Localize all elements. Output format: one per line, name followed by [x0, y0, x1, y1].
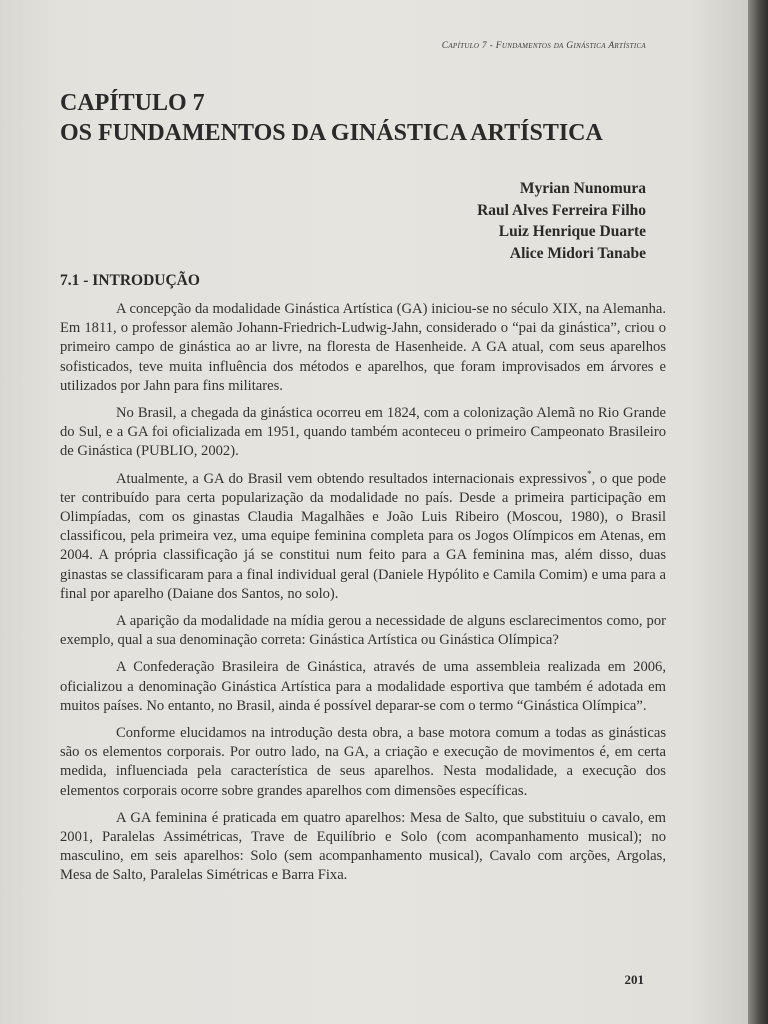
- author-name: Alice Midori Tanabe: [509, 244, 646, 262]
- paragraph-3: [60, 470, 666, 604]
- paragraph-3-end: , o que pode ter contribuído para certa popularização da modalidade no país. Desde a primeira participação em Olimpíadas, com os ginastas Claudia Magalhães e João Luis Ribeiro (Moscou, 1980), o Brasil classificou, pela primeira vez, uma equipe feminina completa para os Jogos Olímpicos em Atenas, em 2004. A própria classificação já se constitui num feito para a GA feminina mas, além disso, duas ginastas se classificaram para a final individual geral (Daniele Hypólito e Camila Comim) e uma para a final por aparelho (Daiane dos Santos, no solo).: [60, 470, 666, 602]
- paragraph-3-start: Atualmente, a GA do Brasil vem obtendo resultados internacionais expressivos: [116, 470, 588, 487]
- chapter-label: CAPÍTULO 7: [60, 90, 205, 116]
- page-edge-shadow: [748, 0, 768, 1024]
- body-text: [60, 300, 666, 894]
- paragraph-4: A aparição da modalidade na mídia gerou a necessidade de alguns esclarecimentos como, por exemplo, qual a sua denominação correta: Ginástica Artística ou Ginástica Olímpica?: [60, 613, 666, 649]
- section-title: 7.1 - INTRODUÇÃO: [60, 272, 200, 289]
- author-name: Raul Alves Ferreira Filho: [477, 201, 646, 219]
- paragraph-6: Conforme elucidamos na introdução desta obra, a base motora comum a todas as ginásticas são os elementos corporais. Por outro lado, na GA, a criação e execução de movimentos é, em certa medida, influenciada pela característica de seus aparelhos. Nesta modalidade, a execução dos elementos corporais ocorre sobre grandes aparelhos com dimensões específicas.: [60, 725, 666, 799]
- paragraph-5: A Confederação Brasileira de Ginástica, através de uma assembleia realizada em 2006, oficializou a denominação Ginástica Artística para a modalidade esportiva que também é adotada em muitos países. No entanto, no Brasil, ainda é possível deparar-se com o termo “Ginástica Olímpica”.: [60, 659, 666, 714]
- author-name: Luiz Henrique Duarte: [498, 223, 646, 240]
- running-head: Capítulo 7 - Fundamentos da Ginástica Artística: [441, 41, 646, 51]
- author-name: Myrian Nunomura: [519, 180, 646, 197]
- paragraph-1: A concepção da modalidade Ginástica Artística (GA) iniciou-se no século XIX, na Alemanha. Em 1811, o professor alemão Johann-Friedrich-Ludwig-Jahn, considerado o “pai da ginástica”, criou o primeiro campo de ginástica ao ar livre, na floresta de Hasenheide. A GA atual, com seus aparelhos sofisticados, teve muita influência dos métodos e aparelhos, que foram improvisados em árvores e utilizados por Jahn para fins militares.: [60, 301, 666, 394]
- paragraph-2: No Brasil, a chegada da ginástica ocorreu em 1824, com a colonização Alemã no Rio Grande do Sul, e a GA foi oficializada em 1951, quando também aconteceu o primeiro Campeonato Brasileiro de Ginástica (PUBLIO, 2002).: [60, 405, 666, 460]
- chapter-heading: [60, 88, 603, 148]
- page-number: 201: [624, 972, 644, 987]
- author-list: [477, 178, 646, 264]
- chapter-title: OS FUNDAMENTOS DA GINÁSTICA ARTÍSTICA: [60, 120, 603, 146]
- paragraph-7: A GA feminina é praticada em quatro aparelhos: Mesa de Salto, que substituiu o cavalo, em 2001, Paralelas Assimétricas, Trave de Equilíbrio e Solo (com acompanhamento musical); no masculino, em seis aparelhos: Solo (sem acompanhamento musical), Cavalo com arções, Argolas, Mesa de Salto, Paralelas Simétricas e Barra Fixa.: [60, 809, 666, 884]
- footnote-marker: *: [587, 468, 592, 479]
